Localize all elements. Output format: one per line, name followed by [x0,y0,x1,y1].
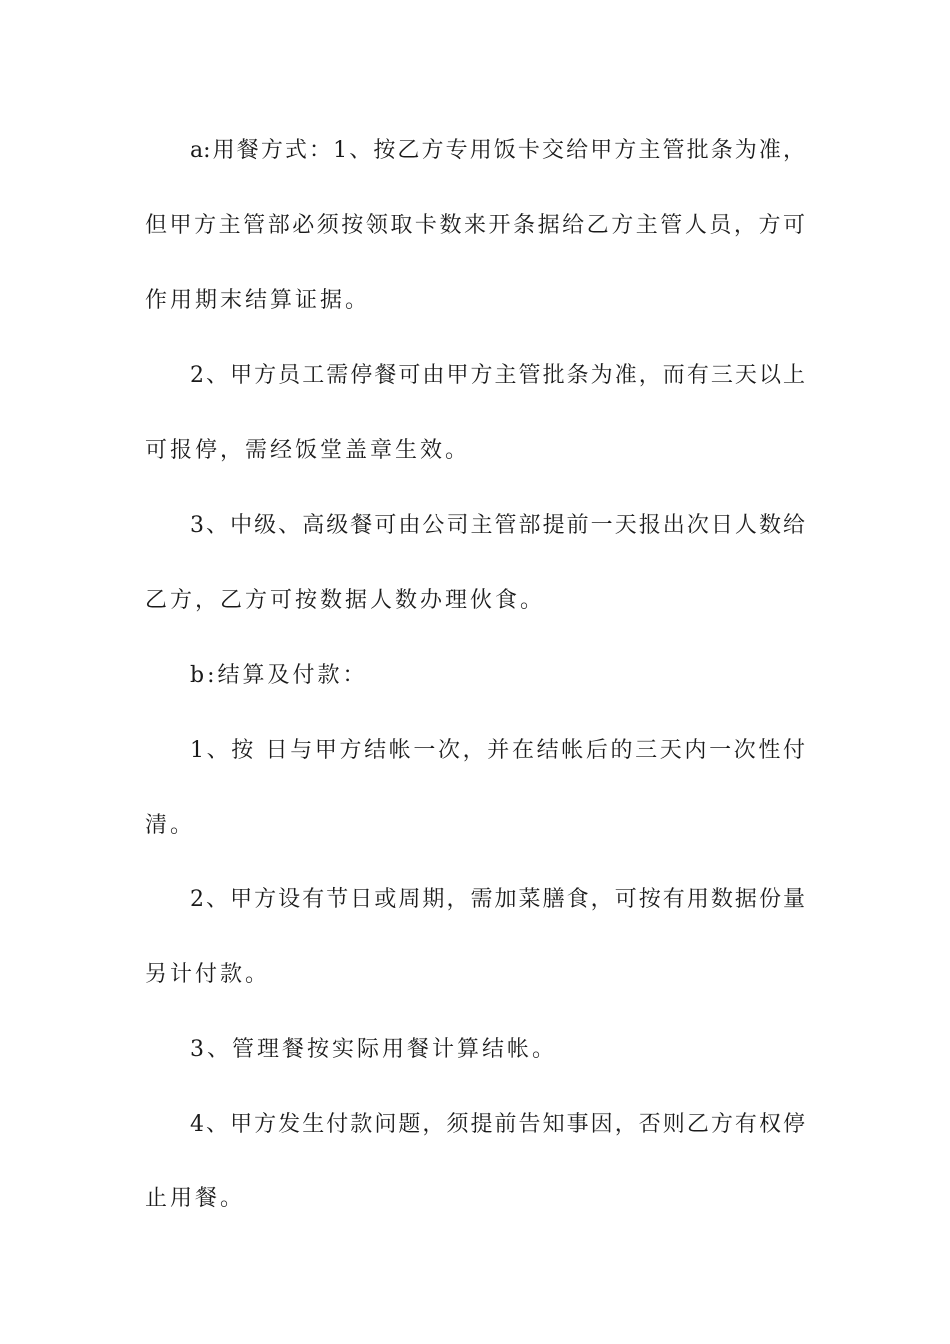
paragraph-line: 4、甲方发生付款问题，须提前告知事因，否则乙方有权停 [190,1112,805,1137]
paragraph-line: 可报停，需经饭堂盖章生效。 [145,438,471,463]
paragraph-line: 2、甲方设有节日或周期，需加菜膳食，可按有用数据份量 [190,887,805,912]
section-heading: b:结算及付款： [190,663,368,688]
paragraph-line: 乙方，乙方可按数据人数办理伙食。 [145,588,546,613]
paragraph-line: 3、管理餐按实际用餐计算结帐。 [190,1037,557,1062]
paragraph-line: 另计付款。 [145,962,271,987]
paragraph-line: 作用期末结算证据。 [145,288,371,313]
paragraph-line: a:用餐方式：1、按乙方专用饭卡交给甲方主管批条为准， [190,138,805,163]
paragraph-line: 1、按 日与甲方结帐一次，并在结帐后的三天内一次性付 [190,738,805,763]
paragraph-line: 清。 [145,813,196,838]
paragraph-line: 但甲方主管部必须按领取卡数来开条据给乙方主管人员，方可 [145,213,805,238]
paragraph-line: 止用餐。 [145,1186,246,1211]
paragraph-line: 2、甲方员工需停餐可由甲方主管批条为准，而有三天以上 [190,363,805,388]
paragraph-line: 3、中级、高级餐可由公司主管部提前一天报出次日人数给 [190,513,805,538]
